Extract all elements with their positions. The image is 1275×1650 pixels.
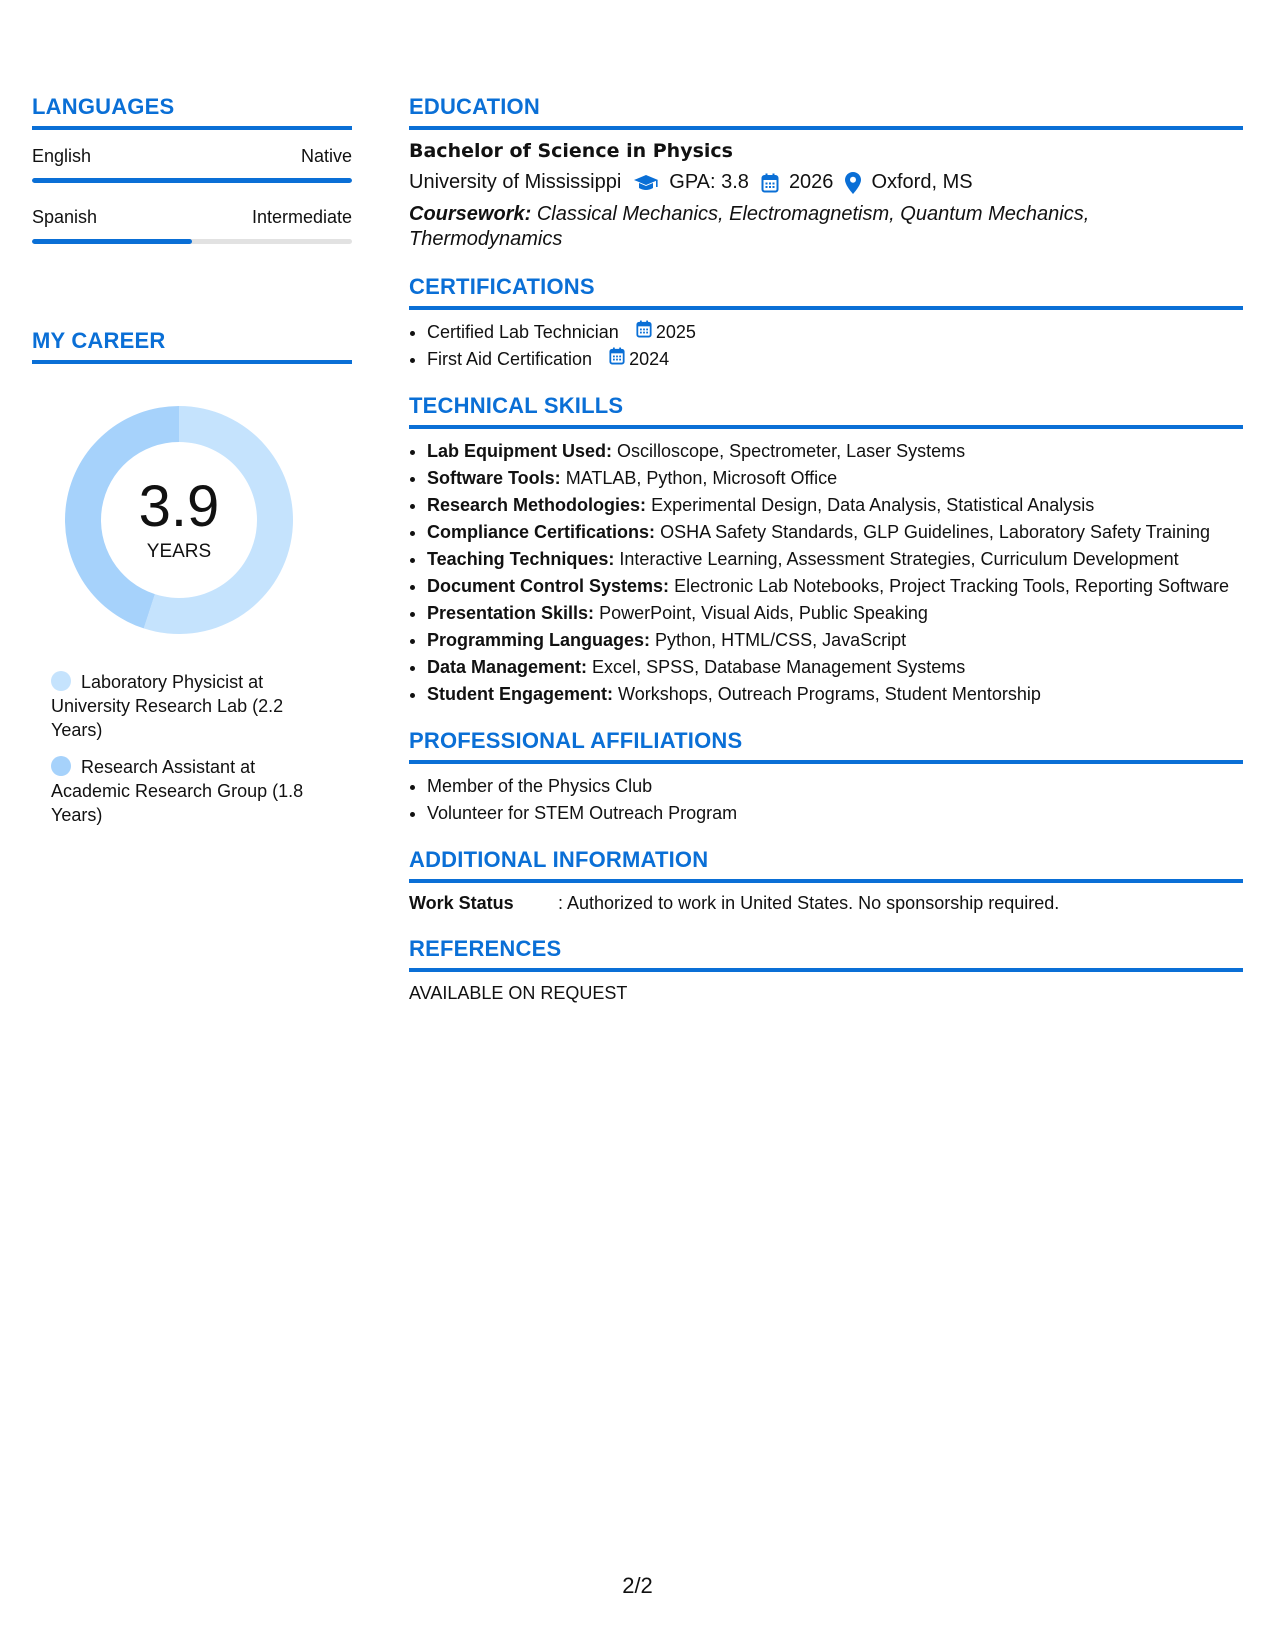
certifications-title: CERTIFICATIONS xyxy=(409,274,1243,310)
gpa: GPA: 3.8 xyxy=(669,171,749,193)
legend-item xyxy=(51,755,321,827)
skill-value: Python, HTML/CSS, JavaScript xyxy=(655,630,907,650)
skill-value: Oscilloscope, Spectrometer, Laser Systems xyxy=(617,441,966,461)
graduation-year: 2026 xyxy=(788,171,834,193)
additional-info-title: ADDITIONAL INFORMATION xyxy=(409,847,1243,883)
skill-label: Lab Equipment Used: xyxy=(427,441,613,461)
affiliation-item: • Volunteer for STEM Outreach Program xyxy=(427,801,1243,825)
additional-info-section xyxy=(409,847,1243,914)
right-column xyxy=(409,94,1243,1004)
certification-name: Certified Lab Technician xyxy=(427,322,619,342)
work-status-value: : Authorized to work in United States. No sponsorship required. xyxy=(558,893,1060,913)
legend-dot xyxy=(51,671,71,691)
education-title: EDUCATION xyxy=(409,94,1243,130)
calendar-icon xyxy=(761,173,779,193)
skill-value: Interactive Learning, Assessment Strategies, Curriculum Development xyxy=(619,549,1179,569)
skill-item xyxy=(427,493,1243,517)
left-column xyxy=(32,94,352,840)
certification-item xyxy=(427,347,1243,371)
skill-item xyxy=(427,655,1243,679)
skill-item xyxy=(427,520,1243,544)
language-item-spanish xyxy=(32,207,352,244)
skill-value: Excel, SPSS, Database Management Systems xyxy=(592,657,966,677)
skill-value: MATLAB, Python, Microsoft Office xyxy=(565,468,838,488)
technical-skills-section xyxy=(409,393,1243,706)
coursework-label: Coursework: xyxy=(409,203,532,225)
education-details xyxy=(409,171,1243,194)
degree: Bachelor of Science in Physics xyxy=(409,140,733,162)
affiliations-title: PROFESSIONAL AFFILIATIONS xyxy=(409,728,1243,764)
skill-label: Data Management: xyxy=(427,657,588,677)
certification-name: First Aid Certification xyxy=(427,349,593,369)
certifications-section xyxy=(409,274,1243,371)
language-bar-fill xyxy=(32,178,352,183)
skill-value: PowerPoint, Visual Aids, Public Speaking xyxy=(599,603,928,623)
page-number: 2/2 xyxy=(622,1573,653,1598)
references-title: REFERENCES xyxy=(409,936,1243,972)
language-bar-fill xyxy=(32,239,192,244)
language-level: Intermediate xyxy=(251,207,352,227)
calendar-icon xyxy=(636,320,656,344)
work-status-label: Work Status xyxy=(409,893,514,913)
language-name: Spanish xyxy=(32,207,98,227)
language-level: Native xyxy=(300,146,352,166)
languages-title: LANGUAGES xyxy=(32,94,352,130)
skill-value: Electronic Lab Notebooks, Project Tracking Tools, Reporting Software xyxy=(674,576,1230,596)
references-section xyxy=(409,936,1243,1004)
affiliation-item: • Member of the Physics Club xyxy=(427,774,1243,798)
skill-item xyxy=(427,601,1243,625)
skill-value: Experimental Design, Data Analysis, Statistical Analysis xyxy=(651,495,1095,515)
skill-label: Document Control Systems: xyxy=(427,576,670,596)
school-location: Oxford, MS xyxy=(871,171,973,193)
career-total-unit: YEARS xyxy=(146,541,212,562)
language-item-english xyxy=(32,146,352,183)
language-name: English xyxy=(32,146,92,166)
graduation-cap-icon xyxy=(633,174,659,192)
career-total-years: 3.9 xyxy=(138,474,220,539)
skill-item xyxy=(427,547,1243,571)
skill-label: Software Tools: xyxy=(427,468,561,488)
skill-item xyxy=(427,682,1243,706)
skill-label: Presentation Skills: xyxy=(427,603,595,623)
language-bar xyxy=(32,239,352,244)
career-title: MY CAREER xyxy=(32,328,352,364)
legend-dot xyxy=(51,756,71,776)
skill-label: Student Engagement: xyxy=(427,684,614,704)
certification-year: 2024 xyxy=(629,349,670,369)
certification-year: 2025 xyxy=(655,322,696,342)
skill-label: Programming Languages: xyxy=(427,630,651,650)
skill-label: Teaching Techniques: xyxy=(427,549,615,569)
legend-label: Laboratory Physicist at University Research Lab (2.2 Years) xyxy=(51,672,284,740)
skill-label: Research Methodologies: xyxy=(427,495,647,515)
skill-item xyxy=(427,574,1243,598)
career-legend xyxy=(51,670,321,827)
location-pin-icon xyxy=(845,172,861,194)
skill-item xyxy=(427,466,1243,490)
skill-item xyxy=(427,439,1243,463)
coursework-list: Classical Mechanics, Electromagnetism, Quantum Mechanics, Thermodynamics xyxy=(409,203,1090,250)
skill-item xyxy=(427,628,1243,652)
affiliations-section xyxy=(409,728,1243,825)
technical-skills-title: TECHNICAL SKILLS xyxy=(409,393,1243,429)
school-name: University of Mississippi xyxy=(409,171,622,193)
legend-item xyxy=(51,670,321,742)
references-text: AVAILABLE ON REQUEST xyxy=(409,983,628,1003)
certification-item xyxy=(427,320,1243,344)
skill-label: Compliance Certifications: xyxy=(427,522,656,542)
skill-value: OSHA Safety Standards, GLP Guidelines, Laboratory Safety Training xyxy=(660,522,1211,542)
work-status-row xyxy=(409,893,1243,914)
skill-value: Workshops, Outreach Programs, Student Mentorship xyxy=(618,684,1041,704)
calendar-icon xyxy=(609,347,629,371)
coursework xyxy=(409,202,1243,252)
career-donut-chart xyxy=(65,406,293,634)
legend-label: Research Assistant at Academic Research Group (1.8 Years) xyxy=(51,757,304,825)
education-section xyxy=(409,94,1243,252)
language-bar xyxy=(32,178,352,183)
